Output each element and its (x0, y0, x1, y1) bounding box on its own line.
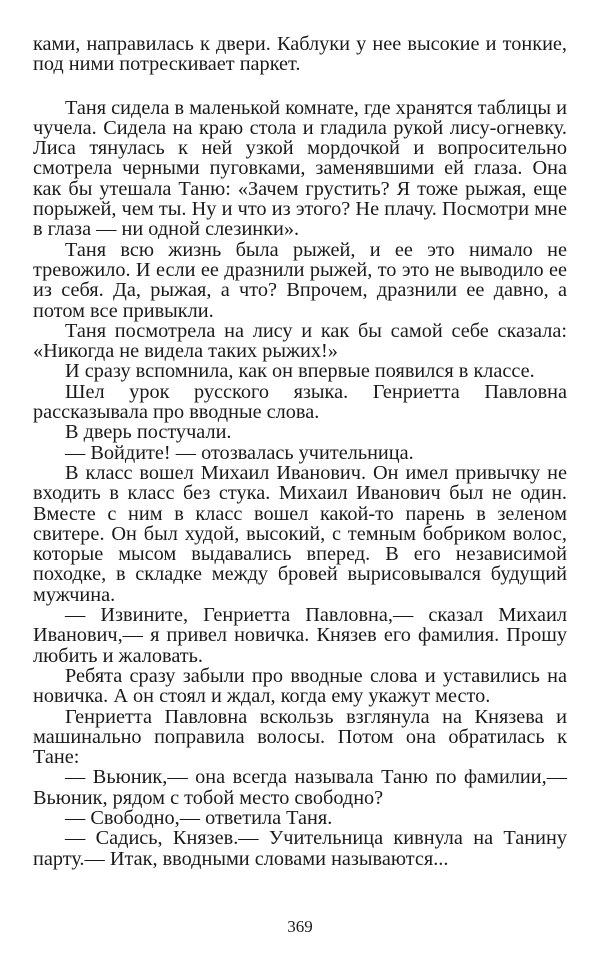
paragraph-continued: ками, направилась к двери. Каблуки у нее высокие и тонкие, под ними потрескивает паркет. (33, 33, 567, 76)
paragraph: В дверь постучали. (65, 421, 232, 444)
paragraph: И сразу вспомнила, как он впервые появился в классе. (65, 360, 535, 383)
dialogue-line: — Вьюник,— она всегда называла Таню по фамилии,— Вьюник, рядом с тобой место свободно? (33, 766, 567, 809)
page-number: 369 (287, 917, 313, 936)
paragraph: Таня сидела в маленькой комнате, где хранятся таблицы и чучела. Сидела на краю стола и гладила рукой лису-огневку. Лиса тянулась к ней узкой мордочкой и вопросительно смотрела черными пуговками, заменявшими ей глаза. Она как бы утешала Таню: «Зачем грустить? Я тоже рыжая, еще порыжей, чем ты. Ну и что из этого? Не плачу. Посмотри мне в глаза — ни одной слезинки». (33, 96, 567, 241)
paragraph: Шел урок русского языка. Генриетта Павловна рассказывала про вводные слова. (33, 380, 567, 424)
page-text (33, 34, 567, 869)
paragraph: В класс вошел Михаил Иванович. Он имел привычку не входить в класс без стука. Михаил Иванович был не один. Вместе с ним в класс вошел какой-то парень в зеленом свитере. Он был худой, высокий, с темным бобриком волос, которые мысом выдавались вперед. В его независимой походке, в складке между бровей вырисовывался будущий мужчина. (33, 461, 567, 606)
dialogue-line: — Садись, Князев.— Учительница кивнула на Танину парту.— Итак, вводными словами называются... (33, 827, 567, 870)
paragraph: Ребята сразу забыли про вводные слова и уставились на новичка. А он стоял и ждал, когда ему укажут место. (33, 664, 567, 708)
paragraph: Таня всю жизнь была рыжей, и ее это нимало не тревожило. И если ее дразнили рыжей, то это не выводило ее из себя. Да, рыжая, а что? Впрочем, дразнили ее давно, а потом все привыкли. (33, 238, 567, 322)
dialogue-line: — Свободно,— ответила Таня. (65, 806, 333, 829)
section-break (33, 75, 567, 98)
paragraph: Таня посмотрела на лису и как бы самой себе сказала: «Никогда не видела таких рыжих!» (33, 319, 567, 363)
dialogue-line: — Извините, Генриетта Павловна,— сказал Михаил Иванович,— я привел новичка. Князев его фамилия. Прошу любить и жаловать. (33, 604, 567, 667)
paragraph: Генриетта Павловна вскользь взглянула на Князева и машинально поправила волосы. Потом она обратилась к Тане: (33, 705, 567, 769)
dialogue-line: — Войдите! — отозвалась учительница. (65, 441, 414, 464)
